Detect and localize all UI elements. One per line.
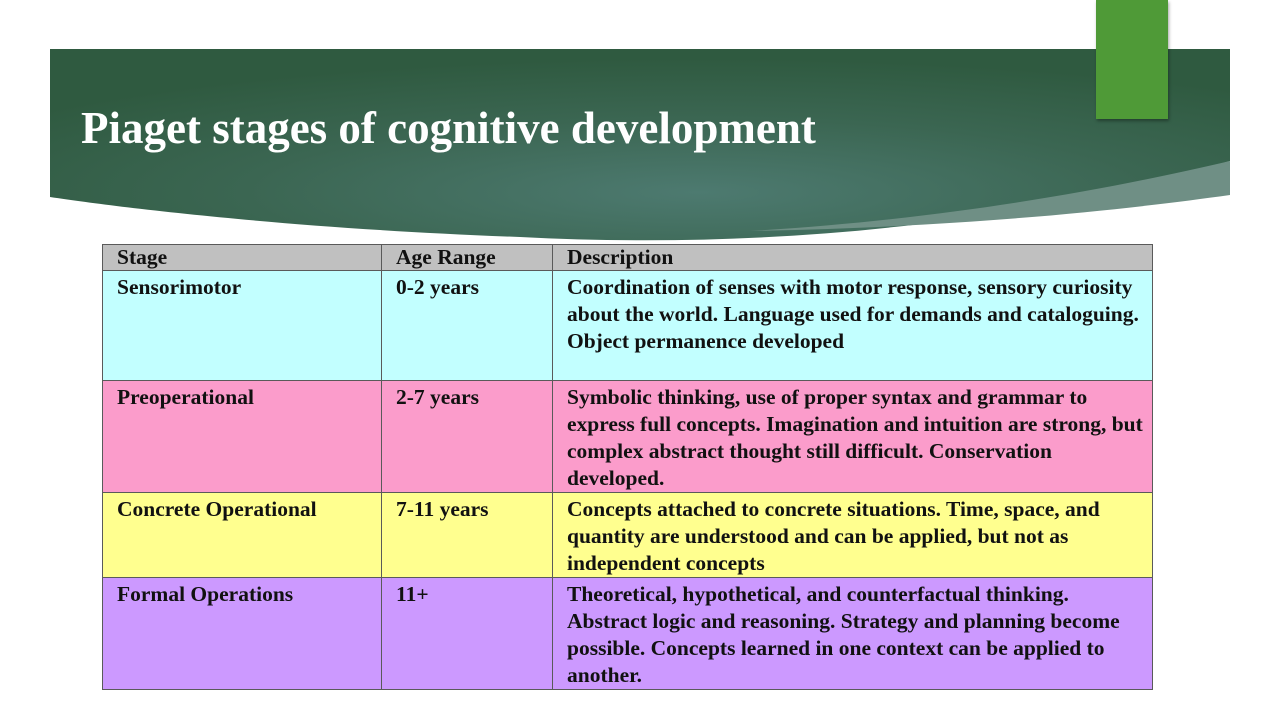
stage-cell: Preoperational bbox=[103, 381, 382, 493]
stage-cell: Formal Operations bbox=[103, 578, 382, 690]
age-cell: 2-7 years bbox=[382, 381, 553, 493]
description-cell: Concepts attached to concrete situations. Time, space, and quantity are understood and can be applied, but not as independent concepts bbox=[553, 493, 1153, 578]
slide-title: Piaget stages of cognitive development bbox=[81, 103, 816, 153]
stage-cell: Concrete Operational bbox=[103, 493, 382, 578]
header-age-range: Age Range bbox=[382, 245, 553, 271]
table-row bbox=[103, 271, 1153, 381]
header-description: Description bbox=[553, 245, 1153, 271]
accent-tab bbox=[1096, 0, 1168, 119]
table-row bbox=[103, 578, 1153, 690]
age-cell: 11+ bbox=[382, 578, 553, 690]
description-cell: Theoretical, hypothetical, and counterfactual thinking. Abstract logic and reasoning. Strategy and planning become possible. Concepts learned in one context can be applied to another. bbox=[553, 578, 1153, 690]
table-header-row bbox=[103, 245, 1153, 271]
table-row bbox=[103, 493, 1153, 578]
description-cell: Symbolic thinking, use of proper syntax and grammar to express full concepts. Imagination and intuition are strong, but complex abstract thought still difficult. Conservation developed. bbox=[553, 381, 1153, 493]
age-cell: 7-11 years bbox=[382, 493, 553, 578]
piaget-stages-table bbox=[102, 244, 1153, 690]
table-row bbox=[103, 381, 1153, 493]
description-cell: Coordination of senses with motor response, sensory curiosity about the world. Language used for demands and cataloguing. Object permanence developed bbox=[553, 271, 1153, 381]
stage-cell: Sensorimotor bbox=[103, 271, 382, 381]
header-stage: Stage bbox=[103, 245, 382, 271]
age-cell: 0-2 years bbox=[382, 271, 553, 381]
